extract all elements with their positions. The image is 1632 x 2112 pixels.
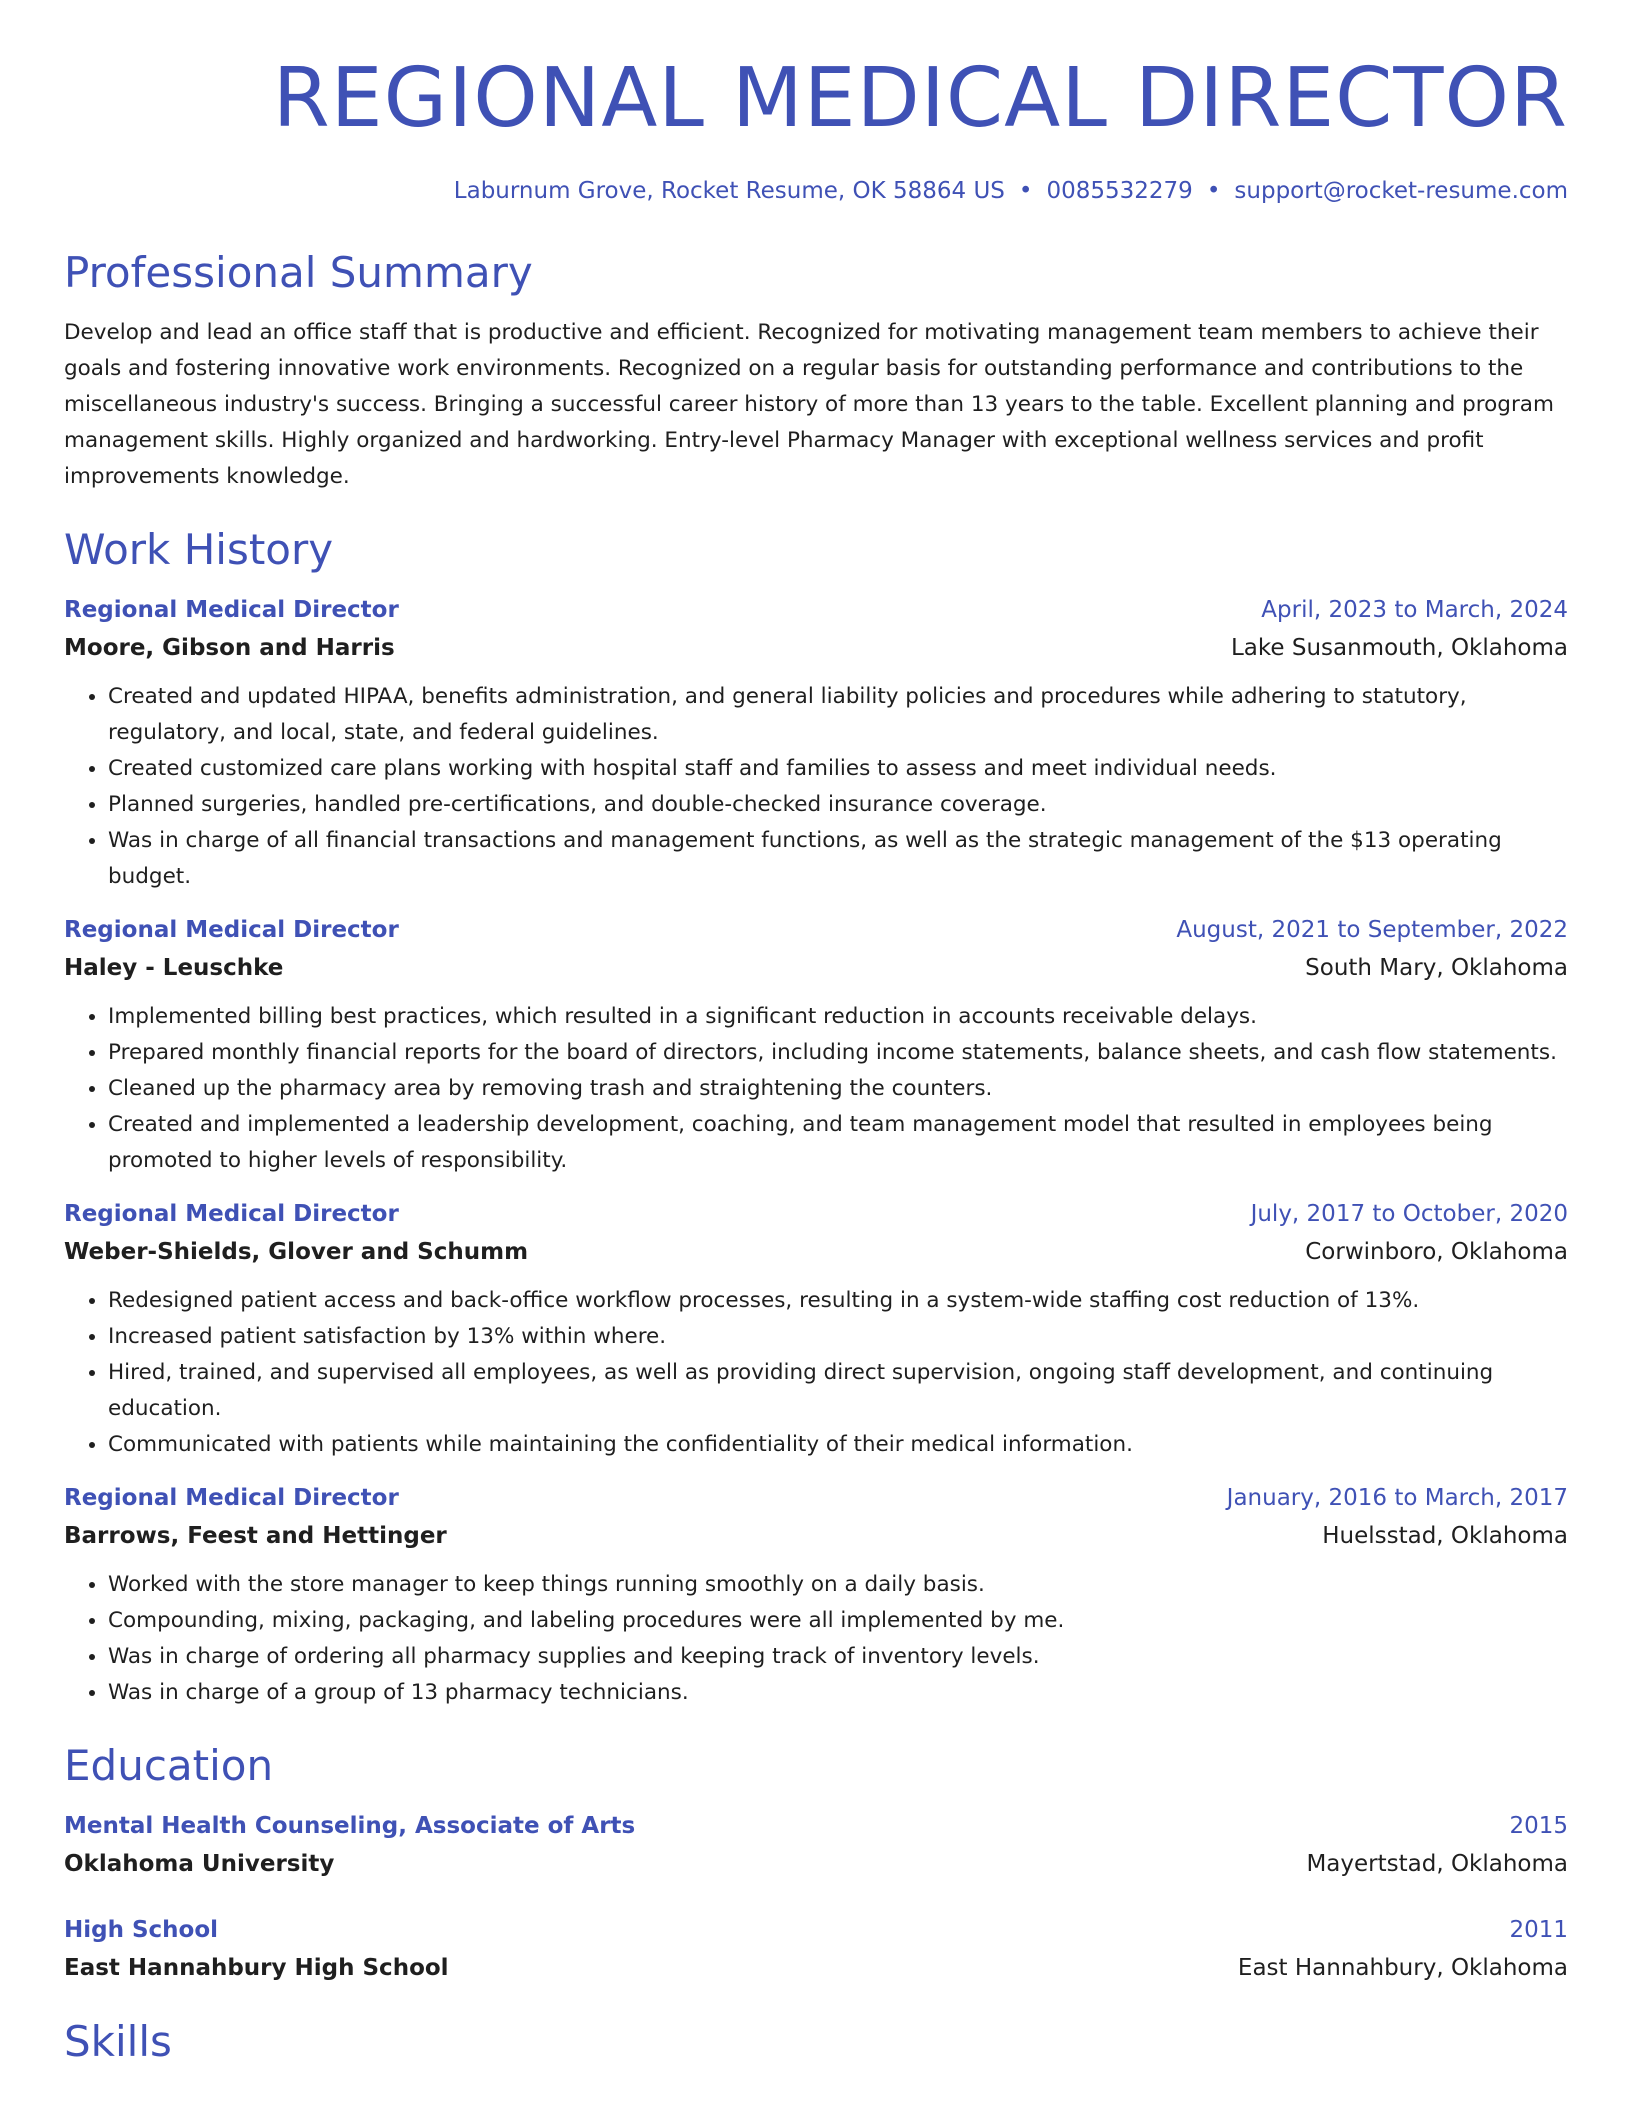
job-title: Regional Medical Director bbox=[64, 597, 399, 624]
education-entry bbox=[64, 1813, 1568, 1877]
job-title: Regional Medical Director bbox=[64, 917, 399, 944]
job-title: Regional Medical Director bbox=[64, 1485, 399, 1512]
job-bullets bbox=[64, 1567, 1568, 1711]
work-entry bbox=[64, 1201, 1568, 1463]
job-bullet: • Created and implemented a leadership development, coaching, and team management model that resulted in employees being promoted to higher levels of responsibility. bbox=[108, 1107, 1568, 1179]
job-bullet: • Hired, trained, and supervised all employees, as well as providing direct supervision, ongoing staff development, and continuing education. bbox=[108, 1355, 1568, 1427]
contact-separator: • bbox=[1206, 178, 1221, 205]
summary-text: Develop and lead an office staff that is productive and efficient. Recognized for motivating management team members to achieve their goals and fostering innovative work environments. Recognized on a regular basis for outstanding performance and contributions to the miscellaneous industry's success. Bringing a successful career history of more than 13 years to the table. Excellent planning and program management skills. Highly organized and hardworking. Entry-level Pharmacy Manager with exceptional wellness services and profit improvements knowledge. bbox=[64, 319, 1554, 489]
education-year: 2015 bbox=[1509, 1813, 1568, 1840]
job-bullet: • Implemented billing best practices, which resulted in a significant reduction in accounts receivable delays. bbox=[108, 999, 1568, 1035]
job-company: Moore, Gibson and Harris bbox=[64, 635, 395, 662]
job-location: South Mary, Oklahoma bbox=[1305, 955, 1568, 982]
contact-email: support@rocket-resume.com bbox=[1234, 178, 1568, 205]
work-entry bbox=[64, 1485, 1568, 1711]
job-bullet: • Created and updated HIPAA, benefits administration, and general liability policies and procedures while adhering to statutory, regulatory, and local, state, and federal guidelines. bbox=[108, 679, 1568, 751]
job-bullet: • Redesigned patient access and back-office workflow processes, resulting in a system-wide staffing cost reduction of 13%. bbox=[108, 1283, 1568, 1319]
job-bullet: • Was in charge of ordering all pharmacy supplies and keeping track of inventory levels. bbox=[108, 1639, 1568, 1675]
job-bullet: • Worked with the store manager to keep things running smoothly on a daily basis. bbox=[108, 1567, 1568, 1603]
job-company: Barrows, Feest and Hettinger bbox=[64, 1523, 447, 1550]
job-location: Corwinboro, Oklahoma bbox=[1305, 1239, 1568, 1266]
education-location: East Hannahbury, Oklahoma bbox=[1237, 1955, 1568, 1982]
education-school: East Hannahbury High School bbox=[64, 1955, 449, 1982]
job-bullet: • Cleaned up the pharmacy area by removing trash and straightening the counters. bbox=[108, 1071, 1568, 1107]
job-location: Lake Susanmouth, Oklahoma bbox=[1230, 635, 1568, 662]
contact-line bbox=[64, 178, 1568, 204]
education-location: Mayertstad, Oklahoma bbox=[1306, 1851, 1568, 1878]
job-bullet: • Was in charge of a group of 13 pharmacy technicians. bbox=[108, 1675, 1568, 1711]
job-bullets bbox=[64, 1283, 1568, 1463]
job-bullet: • Created customized care plans working with hospital staff and families to assess and meet individual needs. bbox=[108, 751, 1568, 787]
job-bullet: • Prepared monthly financial reports for the board of directors, including income statements, balance sheets, and cash flow statements. bbox=[108, 1035, 1568, 1071]
contact-phone: 0085532279 bbox=[1046, 178, 1193, 205]
job-dates: July, 2017 to October, 2020 bbox=[1250, 1201, 1568, 1228]
education-heading: Education bbox=[64, 1741, 274, 1791]
job-bullet: • Planned surgeries, handled pre-certifications, and double-checked insurance coverage. bbox=[108, 787, 1568, 823]
job-dates: January, 2016 to March, 2017 bbox=[1226, 1485, 1568, 1512]
job-bullets bbox=[64, 679, 1568, 895]
job-company: Haley - Leuschke bbox=[64, 955, 284, 982]
job-title: Regional Medical Director bbox=[64, 1201, 399, 1228]
job-dates: April, 2023 to March, 2024 bbox=[1261, 597, 1568, 624]
work-history-heading: Work History bbox=[64, 524, 334, 574]
job-bullets bbox=[64, 999, 1568, 1179]
job-bullet: • Was in charge of all financial transactions and management functions, as well as the strategic management of the $13 operating budget. bbox=[108, 823, 1568, 895]
education-entry bbox=[64, 1917, 1568, 1981]
job-bullet: • Communicated with patients while maintaining the confidentiality of their medical information. bbox=[108, 1427, 1568, 1463]
contact-separator: • bbox=[1018, 178, 1033, 205]
education-degree: High School bbox=[64, 1917, 219, 1944]
summary-heading: Professional Summary bbox=[64, 248, 533, 298]
job-bullet: • Compounding, mixing, packaging, and labeling procedures were all implemented by me. bbox=[108, 1603, 1568, 1639]
education-degree: Mental Health Counseling, Associate of Arts bbox=[64, 1813, 636, 1840]
work-entry bbox=[64, 917, 1568, 1179]
job-bullet: • Increased patient satisfaction by 13% within where. bbox=[108, 1319, 1568, 1355]
education-year: 2011 bbox=[1509, 1917, 1568, 1944]
contact-address: Laburnum Grove, Rocket Resume, OK 58864 US bbox=[453, 178, 1005, 205]
work-entry bbox=[64, 597, 1568, 895]
job-location: Huelsstad, Oklahoma bbox=[1322, 1523, 1568, 1550]
skills-heading: Skills bbox=[64, 2017, 172, 2067]
education-school: Oklahoma University bbox=[64, 1851, 335, 1878]
job-company: Weber-Shields, Glover and Schumm bbox=[64, 1239, 529, 1266]
resume-title: REGIONAL MEDICAL DIRECTOR bbox=[272, 51, 1568, 146]
job-dates: August, 2021 to September, 2022 bbox=[1176, 917, 1568, 944]
